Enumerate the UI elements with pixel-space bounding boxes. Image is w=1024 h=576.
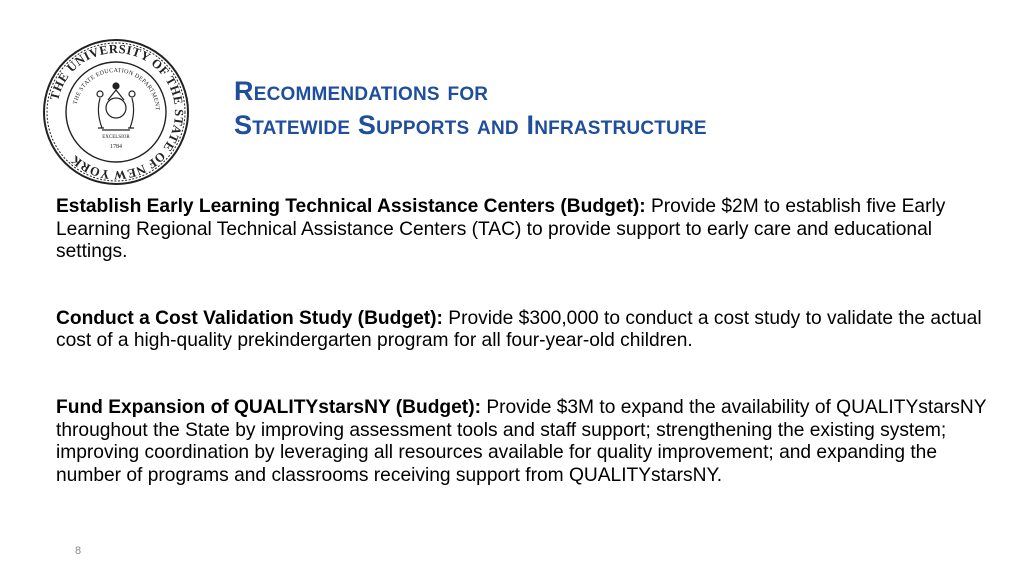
svg-text:THE UNIVERSITY OF THE STATE OF (47, 42, 186, 182)
recommendation-heading: Fund Expansion of QUALITYstarsNY (Budget): (56, 396, 481, 418)
seal-inner-text: THE STATE EDUCATION DEPARTMENT (72, 67, 161, 111)
recommendations-list (56, 196, 996, 487)
recommendation-body: Provide $3M to expand the availability of QUALITYstarsNY throughout the State by improving assessment tools and staff support; strengthening the existing system; improving coordination by leveraging all resources available for quality improvement; and expanding the number of programs and classrooms receiving support from QUALITYstarsNY. (56, 396, 987, 486)
title-line-1: Recommendations for (234, 76, 489, 106)
coat-of-arms-icon (97, 83, 135, 130)
seal-year: 1784 (110, 144, 122, 150)
recommendation-item (56, 196, 996, 264)
recommendation-body: Provide $300,000 to conduct a cost study to validate the actual cost of a high-quality prekindergarten program for all four-year-old children. (56, 307, 982, 352)
slide-title (234, 74, 707, 142)
university-seal-logo (42, 38, 190, 186)
recommendation-body: Provide $2M to establish five Early Learning Regional Technical Assistance Centers (TAC) to provide support to early care and educational settings. (56, 196, 946, 263)
recommendation-heading: Establish Early Learning Technical Assistance Centers (Budget): (56, 196, 646, 217)
seal-outer-text: THE UNIVERSITY OF THE STATE OF NEW YORK (47, 41, 187, 183)
seal-motto: EXCELSIOR (102, 135, 130, 140)
recommendation-heading: Conduct a Cost Validation Study (Budget): (56, 307, 443, 329)
page-number: 8 (75, 545, 82, 557)
title-line-2: Statewide Supports and Infrastructure (234, 110, 707, 140)
recommendation-item (56, 308, 996, 353)
recommendation-item (56, 397, 996, 487)
